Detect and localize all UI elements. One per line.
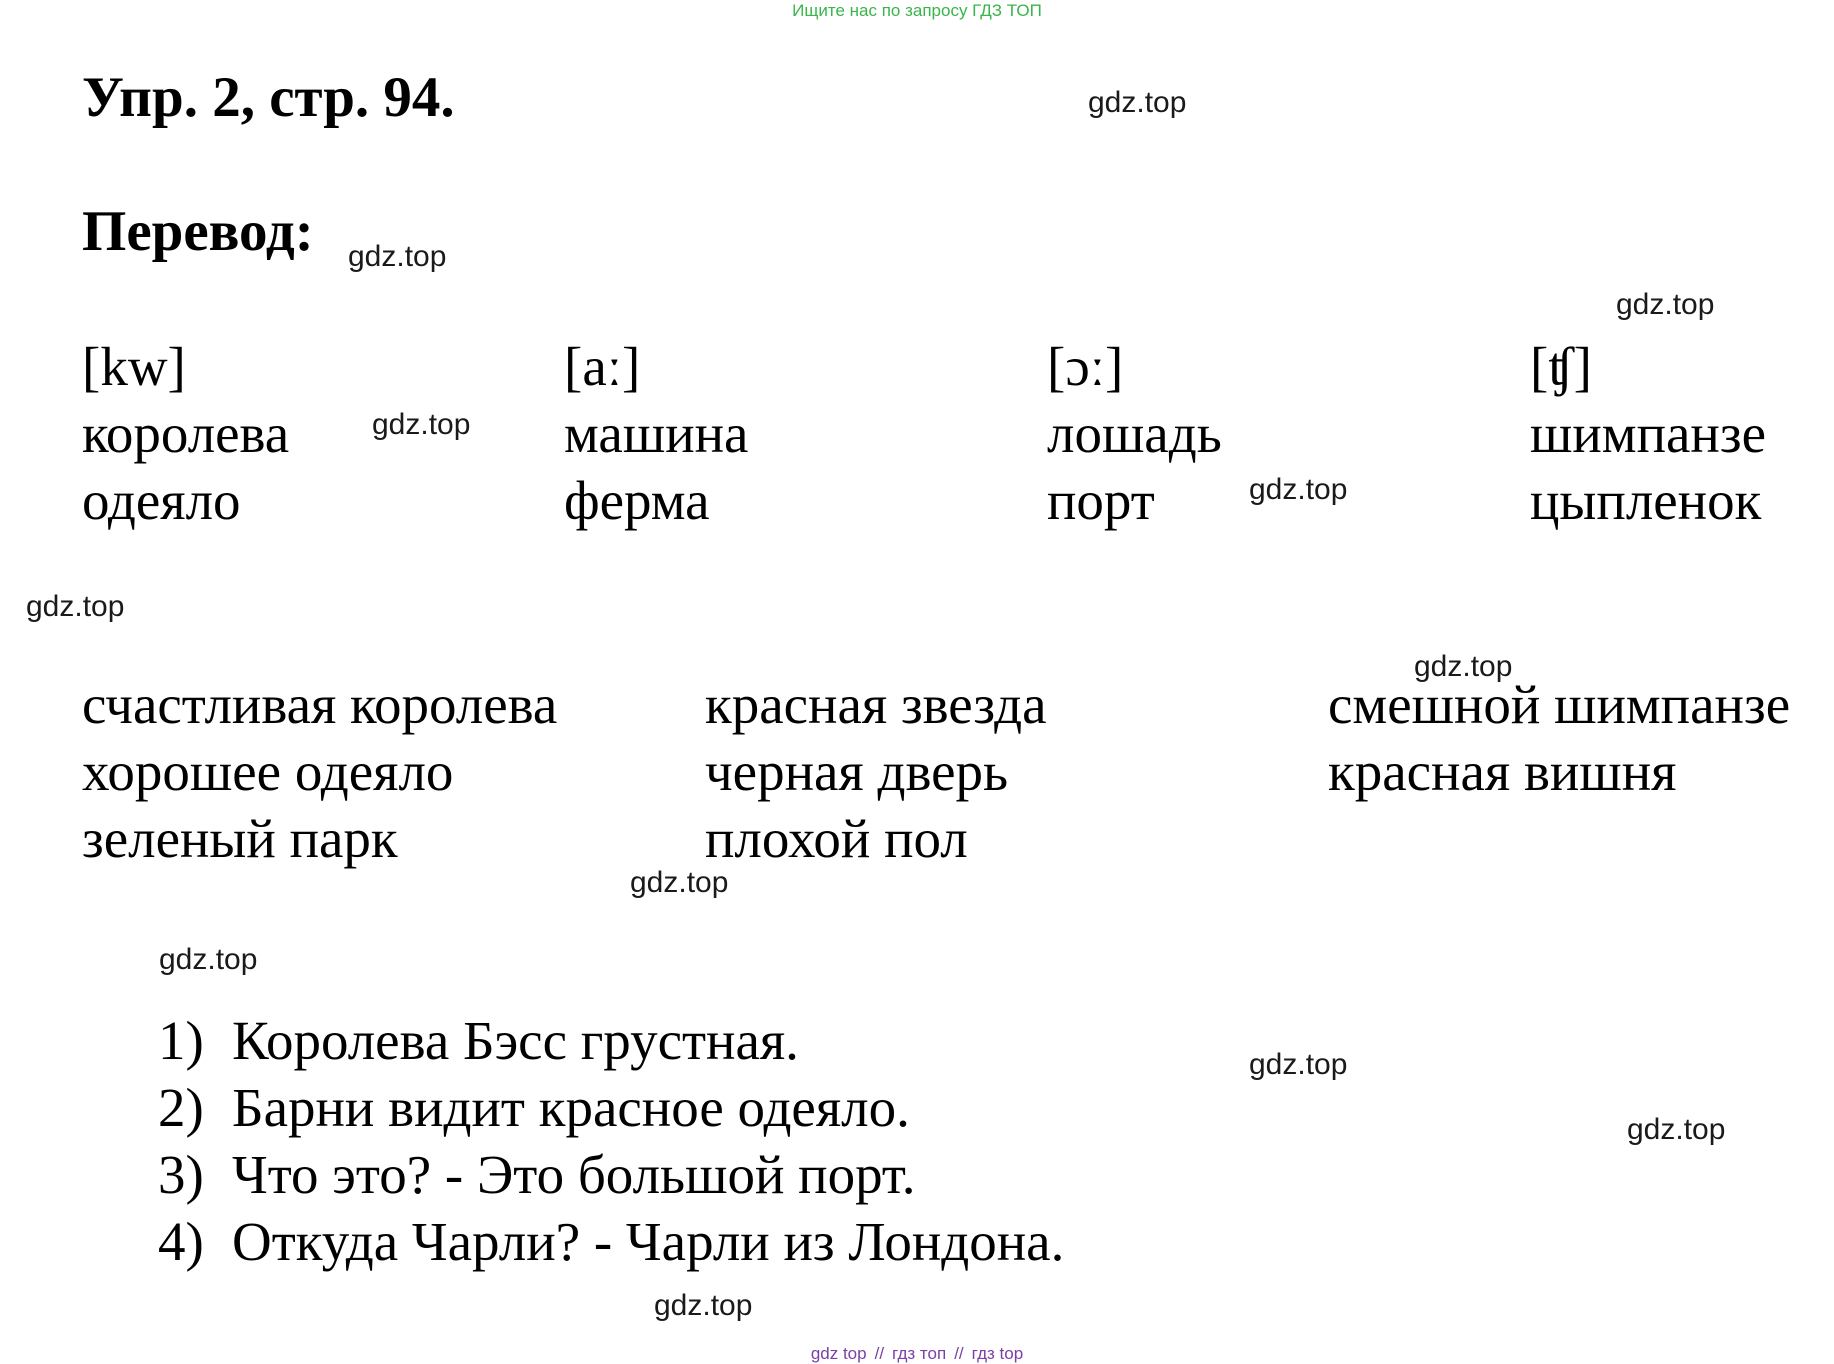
sound-column-ch — [1530, 333, 1766, 534]
phrase: смешной шимпанзе — [1328, 674, 1791, 735]
phrase: красная звезда — [705, 674, 1047, 735]
phrase: хорошее одеяло — [82, 741, 454, 802]
page-title: Упр. 2, стр. 94. — [82, 66, 455, 129]
sentence-number: 2) — [158, 1077, 204, 1138]
word: ферма — [564, 470, 710, 531]
watermark: gdz.top — [159, 943, 258, 976]
phrase: черная дверь — [705, 741, 1009, 802]
sound-transcription: [aː] — [564, 336, 641, 397]
footer-separator: // — [954, 1344, 964, 1363]
word: одеяло — [82, 470, 241, 531]
sound-transcription: [ʧ] — [1530, 336, 1592, 397]
watermark: gdz.top — [630, 866, 729, 899]
sentence-number: 1) — [158, 1010, 204, 1071]
watermark: gdz.top — [1414, 650, 1513, 683]
watermark: gdz.top — [26, 590, 125, 623]
word: королева — [82, 403, 290, 464]
word: порт — [1047, 470, 1155, 531]
footer-separator: // — [874, 1344, 885, 1363]
sentence-item — [158, 1074, 1064, 1141]
phrase: красная вишня — [1328, 741, 1677, 802]
word: шимпанзе — [1530, 403, 1767, 464]
top-banner[interactable]: Ищите нас по запросу ГДЗ ТОП — [792, 1, 1042, 20]
watermark: gdz.top — [1249, 1048, 1348, 1081]
sentence-number: 4) — [158, 1211, 204, 1272]
watermark: gdz.top — [1627, 1113, 1726, 1146]
footer-link[interactable]: gdz top — [810, 1344, 867, 1363]
sentence-list — [158, 1007, 1064, 1275]
section-heading: Перевод: — [82, 200, 314, 263]
watermark: gdz.top — [372, 408, 471, 441]
word: цыпленок — [1530, 470, 1762, 531]
watermark: gdz.top — [1616, 288, 1715, 321]
sentence-text: Барни видит красное одеяло. — [232, 1077, 910, 1138]
word: лошадь — [1047, 403, 1222, 464]
watermark: gdz.top — [1249, 473, 1348, 506]
sound-column-o — [1047, 333, 1222, 534]
sentence-item — [158, 1208, 1064, 1275]
sentence-text: Королева Бэсс грустная. — [232, 1010, 799, 1071]
sound-transcription: [kw] — [82, 336, 186, 397]
sound-column-a — [564, 333, 748, 534]
watermark: gdz.top — [348, 240, 447, 273]
sound-column-kw — [82, 333, 289, 534]
phrase: плохой пол — [705, 808, 968, 869]
phrase: счастливая королева — [82, 674, 558, 735]
watermark: gdz.top — [654, 1289, 753, 1322]
footer-link[interactable]: гдз top — [971, 1344, 1024, 1363]
phrase-column-1 — [82, 671, 557, 872]
phrase-column-3 — [1328, 671, 1790, 805]
sound-transcription: [ɔː] — [1047, 336, 1124, 397]
sentence-item — [158, 1007, 1064, 1074]
phrase-column-2 — [705, 671, 1047, 872]
sentence-text: Что это? - Это большой порт. — [232, 1144, 916, 1205]
phrase: зеленый парк — [82, 808, 398, 869]
word: машина — [564, 403, 749, 464]
footer-links — [0, 1344, 1834, 1364]
sentence-number: 3) — [158, 1144, 204, 1205]
sentence-text: Откуда Чарли? - Чарли из Лондона. — [232, 1211, 1065, 1272]
sentence-item — [158, 1141, 1064, 1208]
watermark: gdz.top — [1088, 86, 1187, 119]
footer-link[interactable]: гдз топ — [892, 1344, 947, 1363]
